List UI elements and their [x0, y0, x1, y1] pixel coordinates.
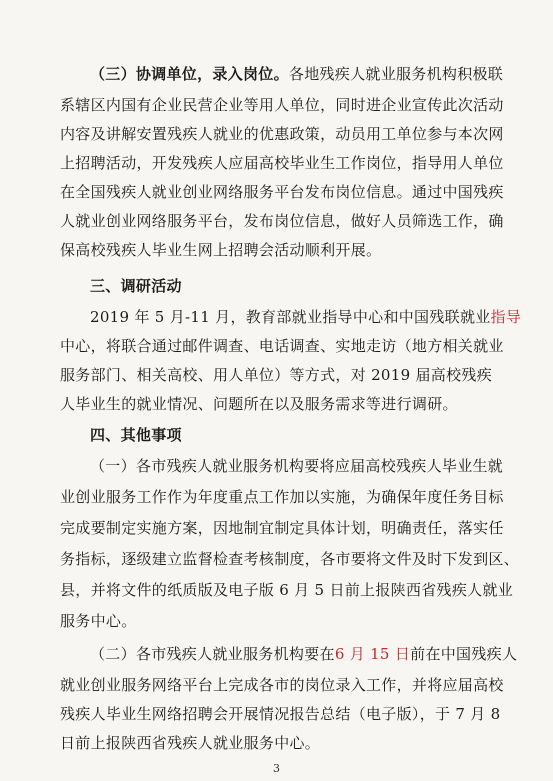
other-item2-text-a: （二）各市残疾人就业服务机构要在 [90, 645, 335, 663]
page-number: 3 [273, 762, 280, 775]
other-heading: 四、其他事项 [90, 426, 182, 444]
other-item2-line-4: 日前上报陕西省残疾人就业服务中心。 [60, 734, 321, 752]
other-item1-line-1: （一）各市残疾人就业服务机构要将应届高校残疾人毕业生就 [90, 457, 504, 475]
research-line-4: 人毕业生的就业情况、问题所在以及服务需求等进行调研。 [60, 395, 458, 413]
item3-line-4: 上招聘活动，开发残疾人应届高校毕业生工作岗位，指导用人单位 [60, 154, 504, 172]
item3-heading: （三）协调单位，录入岗位。 [90, 65, 289, 83]
deadline-highlight: 6 月 15 日 [334, 645, 411, 663]
item3-line-1 [90, 64, 504, 84]
research-highlight: 指导 [490, 308, 522, 326]
other-item2-line-1 [90, 644, 517, 664]
other-item1-line-4: 务指标，逐级建立监督检查考核制度，各市要将文件及时下发到区、 [60, 550, 520, 568]
other-item2-text-b: 前在中国残疾人 [410, 645, 518, 663]
research-line-2: 中心，将联合通过邮件调查、电话调查、实地走访（地方相关就业 [60, 337, 504, 355]
item3-text: 各地残疾人就业服务机构积极联 [288, 65, 504, 83]
other-item2-line-3: 残疾人毕业生网络招聘会开展情况报告总结（电子版），于 7 月 8 [60, 705, 501, 723]
item3-line-5: 在全国残疾人就业创业网络服务平台发布岗位信息。通过中国残疾 [60, 183, 504, 201]
research-line-1 [90, 307, 521, 327]
research-line-3: 服务部门、相关高校、用人单位）等方式，对 2019 届高校残疾 [60, 366, 493, 384]
item3-line-6: 人就业创业网络服务平台，发布岗位信息，做好人员筛选工作，确 [60, 212, 504, 230]
other-item1-line-3: 完成要制定实施方案，因地制宜制定具体计划，明确责任，落实任 [60, 519, 504, 537]
other-item1-line-5: 县，并将文件的纸质版及电子版 6 月 5 日前上报陕西省残疾人就业 [60, 581, 514, 599]
item3-line-7: 保高校残疾人毕业生网上招聘会活动顺利开展。 [60, 241, 382, 259]
other-item1-line-6: 服务中心。 [60, 612, 137, 630]
research-heading: 三、调研活动 [90, 277, 182, 295]
other-item1-line-2: 业创业服务工作作为年度重点工作加以实施，为确保年度任务目标 [60, 488, 504, 506]
item3-line-2: 系辖区内国有企业民营企业等用人单位，同时进企业宣传此次活动 [60, 96, 504, 114]
other-item2-line-2: 就业创业服务网络平台上完成各市的岗位录入工作，并将应届高校 [60, 676, 504, 694]
item3-line-3: 内容及讲解安置残疾人就业的优惠政策，动员用工单位参与本次网 [60, 125, 504, 143]
research-line-1-text: 2019 年 5 月-11 月，教育部就业指导中心和中国残联就业 [90, 308, 491, 326]
